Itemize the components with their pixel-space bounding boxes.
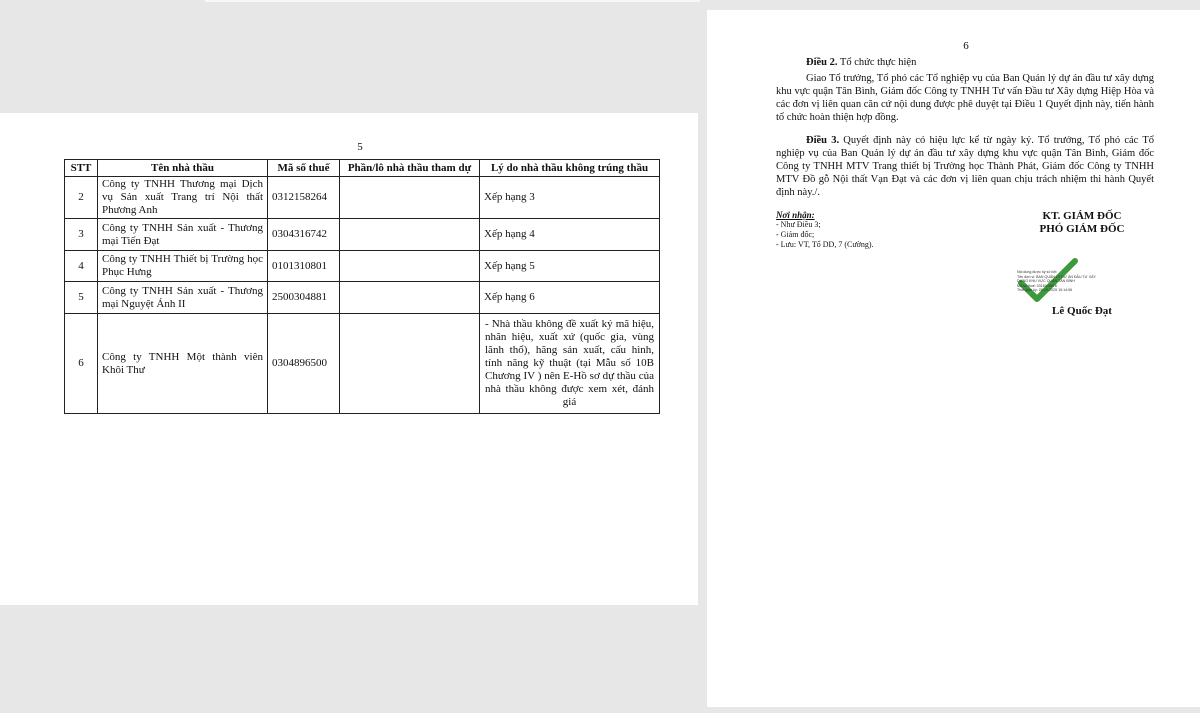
- article-3-body: Quyết định này có hiệu lực kể từ ngày ký. Tổ trưởng, Tổ phó các Tổ nghiệp vụ của Ban Quản lý dự án đầu tư xây dựng khu vực quận Tân Bình, Giám đốc Công ty TNHH MTV Trang thiết bị Trường học Thành Phát, Giám đốc Công ty TNHH MTV Đồ gỗ Nội thất Vạn Đạt và các đơn vị liên quan chịu trách nhiệm thi hành Quyết định này./.: [776, 135, 1155, 198]
- table-row: [65, 219, 660, 251]
- page-number: 6: [963, 40, 969, 52]
- cell-reason: Xếp hạng 3: [480, 177, 660, 219]
- cell-reason: - Nhà thầu không đề xuất ký mã hiệu, nhãn hiệu, xuất xứ (quốc gia, vùng lãnh thổ), hãng sản xuất, cấu hình, tính năng kỹ thuật (tại Mẫu số 10B Chương IV ) nên E-Hồ sơ dự thầu của nhà thầu không được xem xét, đánh giá: [480, 314, 660, 414]
- recipients-title: Nơi nhận:: [776, 210, 815, 220]
- cell-stt: 5: [65, 282, 98, 314]
- page-number: 5: [357, 141, 363, 153]
- cell-stt: 3: [65, 219, 98, 251]
- cell-reason: Xếp hạng 4: [480, 219, 660, 251]
- cell-lot: [340, 314, 480, 414]
- cell-stt: 2: [65, 177, 98, 219]
- cell-tax-code: 2500304881: [268, 282, 340, 314]
- stamp-line: Mã số thuế: 0316006878: [1017, 283, 1057, 288]
- losing-bidders-table: [64, 159, 660, 414]
- digital-signature-stamp: [1017, 270, 1127, 293]
- cell-tax-code: 0304316742: [268, 219, 340, 251]
- signer-title: PHÓ GIÁM ĐỐC: [1039, 223, 1125, 235]
- stamp-line: DỰNG KHU VỰC QUẬN TÂN BÌNH: [1017, 279, 1075, 284]
- document-page-5: [0, 113, 698, 605]
- recipient-item: - Giám đốc;: [776, 230, 815, 239]
- cell-stt: 4: [65, 251, 98, 282]
- signer-authority: KT. GIÁM ĐỐC: [1042, 210, 1122, 222]
- cell-tax-code: 0304896500: [268, 314, 340, 414]
- cell-stt: 6: [65, 314, 98, 414]
- cell-reason: Xếp hạng 6: [480, 282, 660, 314]
- article-2-heading-line: [776, 56, 1154, 69]
- cell-lot: [340, 177, 480, 219]
- document-page-6: [707, 10, 1200, 707]
- cell-contractor-name: Công ty TNHH Một thành viên Khôi Thư: [98, 314, 268, 414]
- cell-lot: [340, 251, 480, 282]
- recipients-block: [776, 210, 956, 250]
- article-2-title: Tổ chức thực hiện: [837, 57, 917, 68]
- cell-lot: [340, 219, 480, 251]
- cell-contractor-name: Công ty TNHH Thiết bị Trường học Phục Hưng: [98, 251, 268, 282]
- recipient-item: - Lưu: VT, Tổ DD, 7 (Cường).: [776, 240, 874, 249]
- article-2-body: Giao Tổ trưởng, Tổ phó các Tổ nghiệp vụ của Ban Quản lý dự án đầu tư xây dựng khu vực quận Tân Bình, Giám đốc Công ty TNHH Tư vấn Đầu tư Xây dựng Hiệp Hòa và các đơn vị liên quan căn cứ nội dung được phê duyệt tại Điều 1 Quyết định này, tiến hành tổ chức hoàn thiện hợp đồng.: [776, 73, 1154, 123]
- cell-lot: [340, 282, 480, 314]
- cell-contractor-name: Công ty TNHH Thương mại Dịch vụ Sản xuất Trang trí Nội thất Phương Anh: [98, 177, 268, 219]
- header-contractor-name: Tên nhà thầu: [98, 160, 268, 177]
- previous-page-edge: [205, 0, 700, 2]
- cell-reason: Xếp hạng 5: [480, 251, 660, 282]
- header-lot: Phần/lô nhà thầu tham dự: [340, 160, 480, 177]
- table-row: [65, 177, 660, 219]
- table-row: [65, 314, 660, 414]
- cell-tax-code: 0312158264: [268, 177, 340, 219]
- article-3-heading: Điều 3.: [806, 135, 840, 146]
- article-3-paragraph: [776, 134, 1154, 199]
- article-2-heading: Điều 2.: [806, 57, 838, 68]
- header-tax-code: Mã số thuế: [268, 160, 340, 177]
- stamp-line: Tên đơn vị: BAN QUẢN LÝ DỰ ÁN ĐẦU TƯ XÂY: [1017, 274, 1096, 279]
- stamp-line: Nội dung được ký số bởi: [1017, 270, 1057, 274]
- table-row: [65, 282, 660, 314]
- header-stt: STT: [65, 160, 98, 177]
- table-row: [65, 251, 660, 282]
- signer-name: Lê Quốc Đạt: [1052, 305, 1112, 317]
- stamp-line: Thời gian ký: 28-10-2025 15:14:56: [1017, 288, 1073, 293]
- table-header-row: [65, 160, 660, 177]
- cell-contractor-name: Công ty TNHH Sản xuất - Thương mại Tiến Đạt: [98, 219, 268, 251]
- cell-contractor-name: Công ty TNHH Sản xuất - Thương mại Nguyệt Ánh II: [98, 282, 268, 314]
- cell-tax-code: 0101310801: [268, 251, 340, 282]
- recipient-item: - Như Điều 3;: [776, 220, 821, 229]
- header-reason: Lý do nhà thầu không trúng thầu: [480, 160, 660, 177]
